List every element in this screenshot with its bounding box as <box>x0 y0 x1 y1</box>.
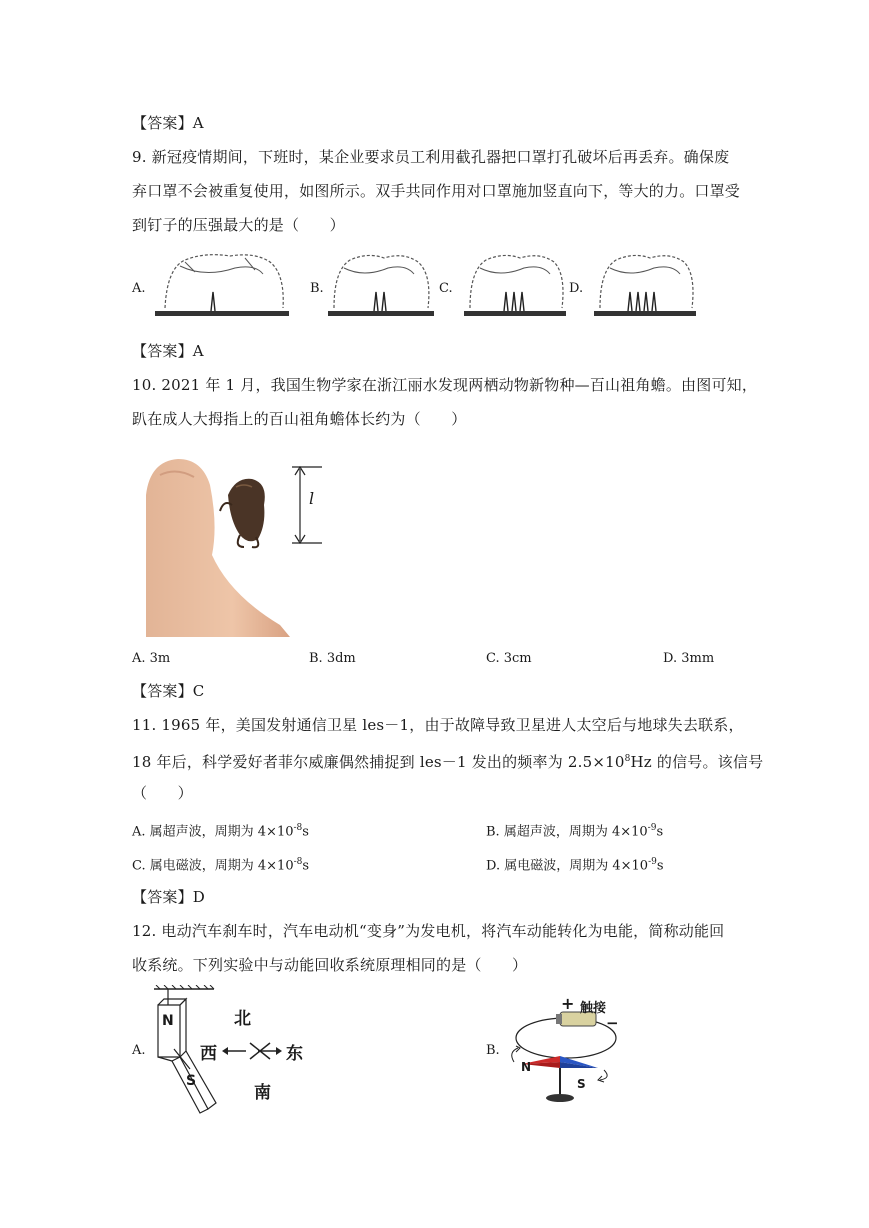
q11-line2-exponent: 8 <box>624 754 631 764</box>
q11-option-b: B. 属超声波，周期为 $4\times 10^{-9}s$ <box>486 823 664 840</box>
compass-west-label: 西 <box>200 1044 217 1064</box>
answer-label: 【答案】C <box>132 682 205 700</box>
q11-text-line-3: （ ） <box>132 784 193 802</box>
compass-south-label: 南 <box>254 1083 271 1103</box>
compass-north-label: 北 <box>234 1009 251 1029</box>
plus-terminal-label: + <box>561 994 575 1013</box>
answer-label: 【答案】D <box>132 888 206 906</box>
q9-text-line-3: 到钉子的压强最大的是（ ） <box>132 216 345 234</box>
q9-option-a-figure <box>145 248 295 322</box>
minus-terminal-label: − <box>606 1014 619 1032</box>
q9-option-a-label: A. <box>132 281 146 296</box>
q11-line2-prefix: 18 年后，科学爱好者菲尔威廉偶然捕捉到 les－1 发出的频率为 2.5×10 <box>132 753 625 771</box>
answer-label: 【答案】A <box>132 114 204 132</box>
q10-option-d: D. 3mm <box>663 651 715 666</box>
q11-option-c: C. 属电磁波，周期为 $4\times 10^{-8}s$ <box>132 857 310 874</box>
q10-text-line-1: 10. 2021 年 1 月，我国生物学家在浙江丽水发现两栖动物新物种—百山祖角蟾。由图可知， <box>132 376 758 394</box>
q9-option-b-figure <box>324 248 436 322</box>
q9-text-line-1: 9. 新冠疫情期间，下班时，某企业要求员工利用截孔器把口罩打孔破坏后再丢弃。确保废 <box>132 148 730 166</box>
compass-east-label: 东 <box>286 1044 303 1064</box>
q10-text-line-2: 趴在成人大拇指上的百山祖角蟾体长约为（ ） <box>132 410 467 428</box>
q10-option-b: B. 3dm <box>309 651 356 666</box>
q9-option-d-figure <box>590 248 700 322</box>
needle-s-label: S <box>577 1077 586 1091</box>
q11-text-line-1: 11. 1965 年，美国发射通信卫星 les－1，由于故障导致卫星进人太空后与地球失去联系， <box>132 716 744 734</box>
magnet-n-label: N <box>162 1013 174 1029</box>
q12-text-line-2: 收系统。下列实验中与动能回收系统原理相同的是（ ） <box>132 956 528 974</box>
q9-option-d-label: D. <box>569 281 584 296</box>
q10-option-a: A. 3m <box>132 651 171 666</box>
thumb-frog-photo <box>140 455 340 637</box>
q9-option-c-label: C. <box>439 281 453 296</box>
q11-option-d: D. 属电磁波，周期为 $4\times 10^{-9}s$ <box>486 857 664 874</box>
magnet-s-label: S <box>186 1073 197 1089</box>
touch-contact-label: 触接 <box>580 1001 607 1016</box>
q11-option-a: A. 属超声波，周期为 $4\times 10^{-8}s$ <box>132 823 309 840</box>
q9-text-line-2: 弃口罩不会被重复使用，如图所示。双手共同作用对口罩施加竖直向下，等大的力。口罩受 <box>132 182 741 200</box>
q9-option-c-figure <box>460 248 570 322</box>
q10-option-c: C. 3cm <box>486 651 532 666</box>
answer-label: 【答案】A <box>132 342 204 360</box>
q12-text-line-1: 12. 电动汽车刹车时，汽车电动机“变身”为发电机，将汽车动能转化为电能，简称动能回 <box>132 922 725 940</box>
q11-line2-suffix: Hz 的信号。该信号 <box>630 753 764 771</box>
q11-text-line-2 <box>132 749 763 772</box>
needle-n-label: N <box>521 1060 532 1074</box>
q9-option-b-label: B. <box>310 281 324 296</box>
q12-option-a-label: A. <box>132 1043 146 1058</box>
q12-option-b-label: B. <box>486 1043 500 1058</box>
length-label: l <box>309 489 315 508</box>
